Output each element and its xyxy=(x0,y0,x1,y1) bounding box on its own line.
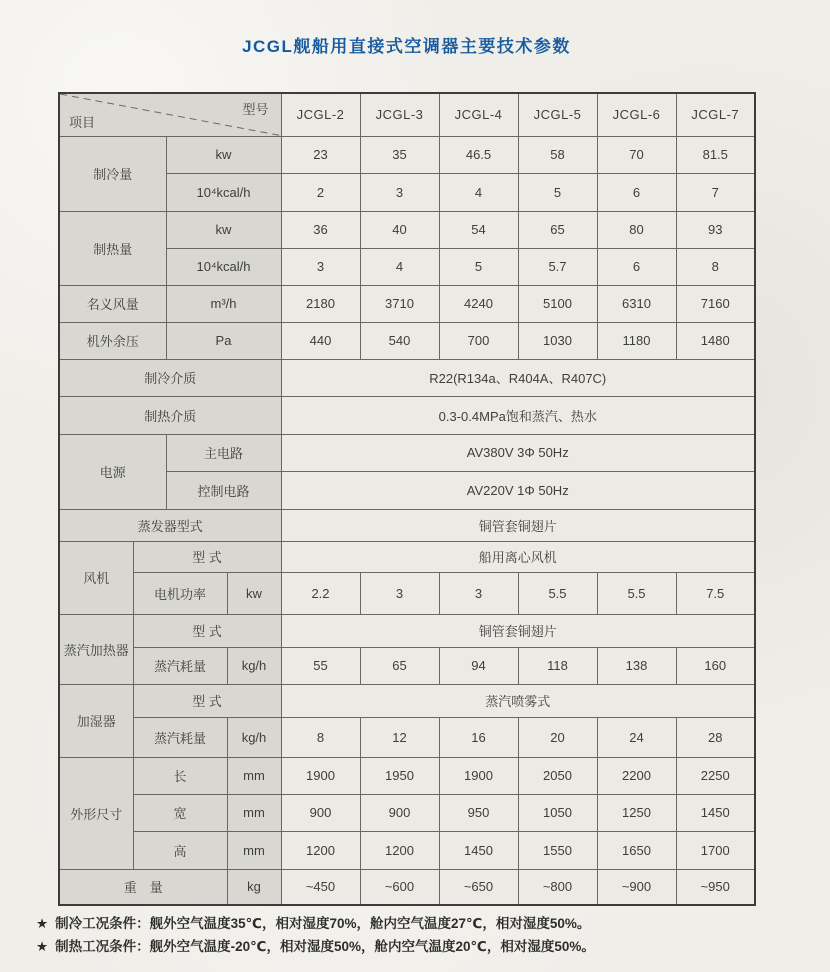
corner-label-item: 项目 xyxy=(69,114,96,130)
value-cell: 900 xyxy=(281,794,360,831)
value-cell: 蒸汽喷雾式 xyxy=(281,684,755,717)
value-cell: 40 xyxy=(360,211,439,248)
value-cell: 54 xyxy=(439,211,518,248)
value-cell: 1480 xyxy=(676,322,755,359)
value-cell: AV380V 3Φ 50Hz xyxy=(281,434,755,471)
row-label-weight: 重 量 xyxy=(59,869,227,905)
value-cell: ~650 xyxy=(439,869,518,905)
sub-label-steam-consumption: 蒸汽耗量 xyxy=(133,717,227,757)
table-row xyxy=(59,684,755,717)
value-cell: 4240 xyxy=(439,285,518,322)
footnote-cooling-conditions xyxy=(36,912,595,935)
row-label-heating: 制热量 xyxy=(59,211,166,285)
value-cell: 6310 xyxy=(597,285,676,322)
value-cell: 1250 xyxy=(597,794,676,831)
value-cell: 93 xyxy=(676,211,755,248)
value-cell: 5.5 xyxy=(518,572,597,614)
model-header: JCGL-3 xyxy=(360,93,439,136)
value-cell: 1650 xyxy=(597,831,676,869)
footnotes xyxy=(36,912,595,958)
value-cell: AV220V 1Φ 50Hz xyxy=(281,471,755,509)
value-cell: 2 xyxy=(281,173,360,211)
unit-cell: kg/h xyxy=(227,717,281,757)
value-cell: 2180 xyxy=(281,285,360,322)
value-cell: 1550 xyxy=(518,831,597,869)
value-cell: 58 xyxy=(518,136,597,173)
value-cell: 80 xyxy=(597,211,676,248)
value-cell: 1900 xyxy=(281,757,360,794)
row-label-evaporator: 蒸发器型式 xyxy=(59,509,281,541)
value-cell: 0.3-0.4MPa饱和蒸汽、热水 xyxy=(281,396,755,434)
sub-label-motor-power: 电机功率 xyxy=(133,572,227,614)
star-icon: ★ xyxy=(36,916,49,931)
value-cell: 23 xyxy=(281,136,360,173)
footnote-text: 制热工况条件：舰外空气温度-20℃，相对湿度50%，舱内空气温度20℃，相对湿度50%。 xyxy=(55,939,595,954)
value-cell: 1200 xyxy=(281,831,360,869)
value-cell: 5 xyxy=(518,173,597,211)
table-row xyxy=(59,794,755,831)
value-cell: 70 xyxy=(597,136,676,173)
value-cell: 2200 xyxy=(597,757,676,794)
unit-cell: mm xyxy=(227,831,281,869)
table-row xyxy=(59,93,755,136)
value-cell: 1180 xyxy=(597,322,676,359)
sub-label-steam-consumption: 蒸汽耗量 xyxy=(133,647,227,684)
value-cell: 138 xyxy=(597,647,676,684)
value-cell: 1450 xyxy=(676,794,755,831)
value-cell: 7160 xyxy=(676,285,755,322)
value-cell: ~950 xyxy=(676,869,755,905)
table-row xyxy=(59,434,755,471)
unit-cell: mm xyxy=(227,757,281,794)
value-cell: 6 xyxy=(597,173,676,211)
value-cell: 65 xyxy=(360,647,439,684)
value-cell: ~800 xyxy=(518,869,597,905)
model-header: JCGL-7 xyxy=(676,93,755,136)
value-cell: 700 xyxy=(439,322,518,359)
table-row xyxy=(59,647,755,684)
spec-table xyxy=(58,92,756,906)
unit-cell: m³/h xyxy=(166,285,281,322)
value-cell: 46.5 xyxy=(439,136,518,173)
value-cell: ~600 xyxy=(360,869,439,905)
value-cell: 1950 xyxy=(360,757,439,794)
unit-cell: 10⁴kcal/h xyxy=(166,248,281,285)
value-cell: 4 xyxy=(439,173,518,211)
value-cell: 5100 xyxy=(518,285,597,322)
value-cell: 1450 xyxy=(439,831,518,869)
value-cell: 3 xyxy=(281,248,360,285)
value-cell: 2.2 xyxy=(281,572,360,614)
row-label-dimensions: 外形尺寸 xyxy=(59,757,133,869)
value-cell: 81.5 xyxy=(676,136,755,173)
value-cell: 3 xyxy=(360,572,439,614)
table-row xyxy=(59,717,755,757)
sub-label-main-circuit: 主电路 xyxy=(166,434,281,471)
unit-cell: 10⁴kcal/h xyxy=(166,173,281,211)
corner-cell xyxy=(59,93,281,136)
value-cell: 3 xyxy=(360,173,439,211)
value-cell: 铜管套铜翅片 xyxy=(281,614,755,647)
row-label-heating-medium: 制热介质 xyxy=(59,396,281,434)
value-cell: 35 xyxy=(360,136,439,173)
value-cell: 铜管套铜翅片 xyxy=(281,509,755,541)
unit-cell: kw xyxy=(166,211,281,248)
value-cell: 1900 xyxy=(439,757,518,794)
value-cell: 160 xyxy=(676,647,755,684)
value-cell: 94 xyxy=(439,647,518,684)
value-cell: 5.5 xyxy=(597,572,676,614)
value-cell: 55 xyxy=(281,647,360,684)
table-row xyxy=(59,136,755,173)
value-cell: 6 xyxy=(597,248,676,285)
row-label-refrigerant: 制冷介质 xyxy=(59,359,281,396)
value-cell: 2250 xyxy=(676,757,755,794)
table-row xyxy=(59,757,755,794)
model-header: JCGL-6 xyxy=(597,93,676,136)
model-header: JCGL-4 xyxy=(439,93,518,136)
table-row xyxy=(59,572,755,614)
value-cell: 8 xyxy=(281,717,360,757)
value-cell: 540 xyxy=(360,322,439,359)
row-label-airflow: 名义风量 xyxy=(59,285,166,322)
unit-cell: kw xyxy=(166,136,281,173)
value-cell: 20 xyxy=(518,717,597,757)
value-cell: 12 xyxy=(360,717,439,757)
row-label-power: 电源 xyxy=(59,434,166,509)
value-cell: 5.7 xyxy=(518,248,597,285)
table-row xyxy=(59,322,755,359)
value-cell: 118 xyxy=(518,647,597,684)
page-title: JCGL舰船用直接式空调器主要技术参数 xyxy=(242,37,571,56)
model-header: JCGL-2 xyxy=(281,93,360,136)
sub-label-height: 高 xyxy=(133,831,227,869)
unit-cell: Pa xyxy=(166,322,281,359)
value-cell: 24 xyxy=(597,717,676,757)
row-label-cooling: 制冷量 xyxy=(59,136,166,211)
sub-label-width: 宽 xyxy=(133,794,227,831)
value-cell: 900 xyxy=(360,794,439,831)
footnote-heating-conditions xyxy=(36,935,595,958)
value-cell: 7.5 xyxy=(676,572,755,614)
unit-cell: kg/h xyxy=(227,647,281,684)
value-cell: 8 xyxy=(676,248,755,285)
table-row xyxy=(59,869,755,905)
table-row xyxy=(59,359,755,396)
unit-cell: kg xyxy=(227,869,281,905)
value-cell: 3 xyxy=(439,572,518,614)
table-row xyxy=(59,211,755,248)
value-cell: 1030 xyxy=(518,322,597,359)
value-cell: 1700 xyxy=(676,831,755,869)
table-row xyxy=(59,831,755,869)
value-cell: 7 xyxy=(676,173,755,211)
star-icon: ★ xyxy=(36,939,49,954)
value-cell: 1050 xyxy=(518,794,597,831)
table-row xyxy=(59,541,755,572)
value-cell: R22(R134a、R404A、R407C) xyxy=(281,359,755,396)
row-label-static-pressure: 机外余压 xyxy=(59,322,166,359)
value-cell: 65 xyxy=(518,211,597,248)
sub-label-humidifier-type: 型 式 xyxy=(133,684,281,717)
sub-label-length: 长 xyxy=(133,757,227,794)
value-cell: 船用离心风机 xyxy=(281,541,755,572)
table-row xyxy=(59,285,755,322)
footnote-text: 制冷工况条件：舰外空气温度35℃，相对湿度70%，舱内空气温度27℃，相对湿度50%。 xyxy=(55,916,591,931)
value-cell: 950 xyxy=(439,794,518,831)
row-label-steam-heater: 蒸汽加热器 xyxy=(59,614,133,684)
value-cell: ~900 xyxy=(597,869,676,905)
corner-label-model: 型号 xyxy=(242,102,269,117)
unit-cell: mm xyxy=(227,794,281,831)
value-cell: 16 xyxy=(439,717,518,757)
model-header: JCGL-5 xyxy=(518,93,597,136)
table-row xyxy=(59,509,755,541)
table-row xyxy=(59,614,755,647)
table-row xyxy=(59,396,755,434)
value-cell: 2050 xyxy=(518,757,597,794)
sub-label-control-circuit: 控制电路 xyxy=(166,471,281,509)
value-cell: 5 xyxy=(439,248,518,285)
value-cell: 28 xyxy=(676,717,755,757)
value-cell: 3710 xyxy=(360,285,439,322)
unit-cell: kw xyxy=(227,572,281,614)
value-cell: 1200 xyxy=(360,831,439,869)
value-cell: 4 xyxy=(360,248,439,285)
sub-label-heater-type: 型 式 xyxy=(133,614,281,647)
row-label-fan: 风机 xyxy=(59,541,133,614)
value-cell: ~450 xyxy=(281,869,360,905)
value-cell: 36 xyxy=(281,211,360,248)
row-label-humidifier: 加湿器 xyxy=(59,684,133,757)
value-cell: 440 xyxy=(281,322,360,359)
sub-label-fan-type: 型 式 xyxy=(133,541,281,572)
